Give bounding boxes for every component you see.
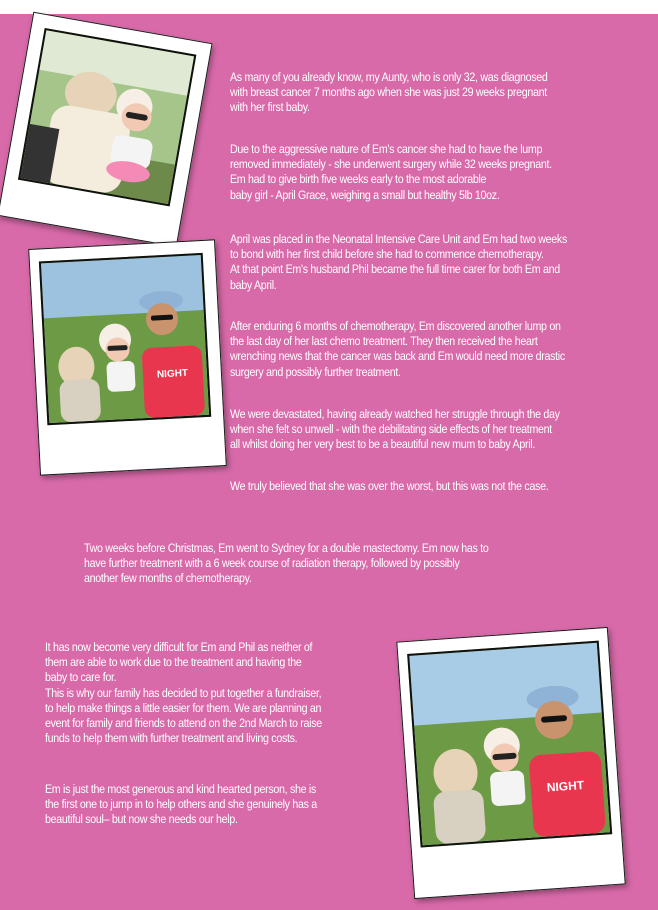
photo-family-image: [39, 253, 211, 425]
polaroid-photo-family-bottom: [396, 627, 625, 899]
paragraph-mastectomy: Two weeks before Christmas, Em went to Sydney for a double mastectomy. Em now has to have further treatment with a 6 week course of radiation therapy, followed by possibly another few months of chemotherapy.: [84, 541, 489, 586]
paragraph-surgery-birth: Due to the aggressive nature of Em's cancer she had to have the lump removed immediately - she underwent surgery while 32 weeks pregnant. Em had to give birth five weeks early to the most adorable baby girl - April Grace, weighing a small but healthy 5lb 10oz.: [230, 142, 552, 202]
svg-text:NIGHT: NIGHT: [156, 367, 189, 381]
svg-text:NIGHT: NIGHT: [546, 777, 585, 795]
paragraph-nicu: April was placed in the Neonatal Intensive Care Unit and Em had two weeks to bond with her first child before she had to commence chemotherapy. At that point Em's husband Phil became the full time carer for both Em and baby April.: [230, 232, 567, 292]
photo-family-bottom-image: [407, 641, 612, 848]
paragraph-diagnosis: As many of you already know, my Aunty, who is only 32, was diagnosed with breast cancer 7 months ago when she was just 29 weeks pregnant with her first baby.: [230, 70, 548, 115]
paragraph-fundraiser: It has now become very difficult for Em and Phil as neither of them are able to work due to the treatment and having the baby to care for. This is why our family has decided to put together a fundraiser, to help make things a little easier for them. We are planning an event for family and friends to attend on the 2nd March to raise funds to help them with further treatment and living costs.: [45, 640, 322, 746]
paragraph-over-the-worst: We truly believed that she was over the worst, but this was not the case.: [230, 479, 549, 493]
polaroid-photo-mother-baby: [0, 12, 213, 247]
polaroid-photo-family: [28, 239, 227, 475]
paragraph-kind-hearted: Em is just the most generous and kind hearted person, she is the first one to jump in to help others and she genuinely has a beautiful soul– but now she needs our help.: [45, 782, 317, 827]
paragraph-devastated: We were devastated, having already watched her struggle through the day when she felt so unwell - with the debilitating side effects of her treatment all whilst doing her very best to be a beautiful new mum to baby April.: [230, 407, 560, 452]
paragraph-chemotherapy: After enduring 6 months of chemotherapy, Em discovered another lump on the last day of her last chemo treatment. They then received the heart wrenching news that the cancer was back and Em would need more drastic surgery and possibly further treatment.: [230, 319, 565, 379]
flyer-page: [0, 14, 658, 910]
photo-mother-baby-image: [18, 28, 196, 206]
